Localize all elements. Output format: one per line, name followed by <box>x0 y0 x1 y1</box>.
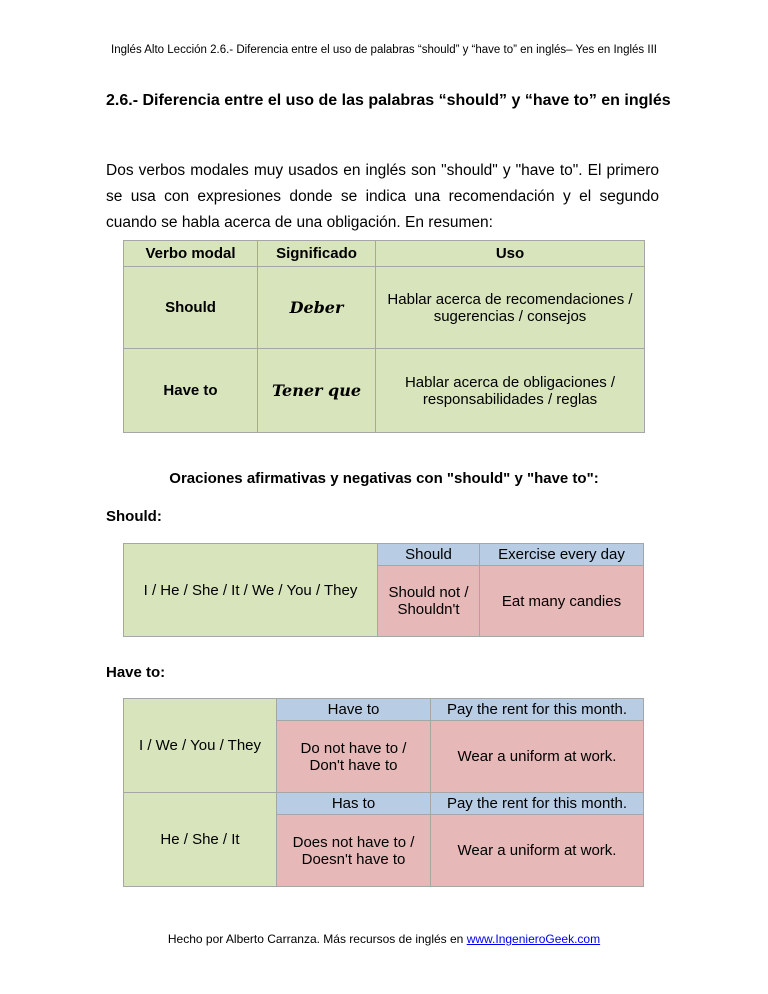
table-row <box>124 349 645 433</box>
subjects-cell: He / She / It <box>124 793 277 887</box>
use-cell: Hablar acerca de obligaciones / responsabilidades / reglas <box>376 349 645 433</box>
table-header-row <box>124 241 645 267</box>
modal-cell: Should <box>378 544 480 566</box>
example-cell: Wear a uniform at work. <box>431 721 644 793</box>
modal-cell: Has to <box>277 793 431 815</box>
page-header: Inglés Alto Lección 2.6.- Diferencia entre el uso de palabras “should” y “have to” en inglés– Yes en Inglés III <box>111 44 657 56</box>
modal-cell: Have to <box>277 699 431 721</box>
footer-link[interactable]: www.IngenieroGeek.com <box>466 932 601 946</box>
example-cell: Exercise every day <box>480 544 644 566</box>
table-row <box>124 267 645 349</box>
modal-cell: Does not have to / Doesn't have to <box>277 815 431 887</box>
use-cell: Hablar acerca de recomendaciones / sugerencias / consejos <box>376 267 645 349</box>
table-row <box>124 699 644 721</box>
example-cell: Wear a uniform at work. <box>431 815 644 887</box>
table-row <box>124 544 644 566</box>
summary-table <box>123 240 645 433</box>
modal-cell: Do not have to / Don't have to <box>277 721 431 793</box>
example-cell: Pay the rent for this month. <box>431 793 644 815</box>
page-footer <box>0 932 768 946</box>
intro-paragraph: Dos verbos modales muy usados en inglés son "should" y "have to". El primero se usa con expresiones donde se indica una recomendación y el segundo cuando se habla acerca de una obligación. En resumen: <box>106 162 659 231</box>
verb-cell: Have to <box>124 349 258 433</box>
modal-cell: Should not / Shouldn't <box>378 566 480 637</box>
subjects-cell: I / He / She / It / We / You / They <box>124 544 378 637</box>
subjects-cell: I / We / You / They <box>124 699 277 793</box>
haveto-table <box>123 698 644 887</box>
header-verb: Verbo modal <box>124 241 258 267</box>
header-use: Uso <box>376 241 645 267</box>
footer-text: Hecho por Alberto Carranza. Más recursos de inglés en <box>167 932 467 946</box>
header-meaning: Significado <box>258 241 376 267</box>
page-title: 2.6.- Diferencia entre el uso de las palabras “should” y “have to” en inglés <box>106 92 671 109</box>
meaning-cell: Tener que <box>258 349 376 433</box>
should-label: Should: <box>106 508 162 525</box>
haveto-label: Have to: <box>106 664 166 681</box>
example-cell: Eat many candies <box>480 566 644 637</box>
table-row <box>124 793 644 815</box>
example-cell: Pay the rent for this month. <box>431 699 644 721</box>
meaning-cell: Deber <box>258 267 376 349</box>
should-table <box>123 543 644 637</box>
section-subheading: Oraciones afirmativas y negativas con "should" y "have to": <box>169 470 599 487</box>
verb-cell: Should <box>124 267 258 349</box>
